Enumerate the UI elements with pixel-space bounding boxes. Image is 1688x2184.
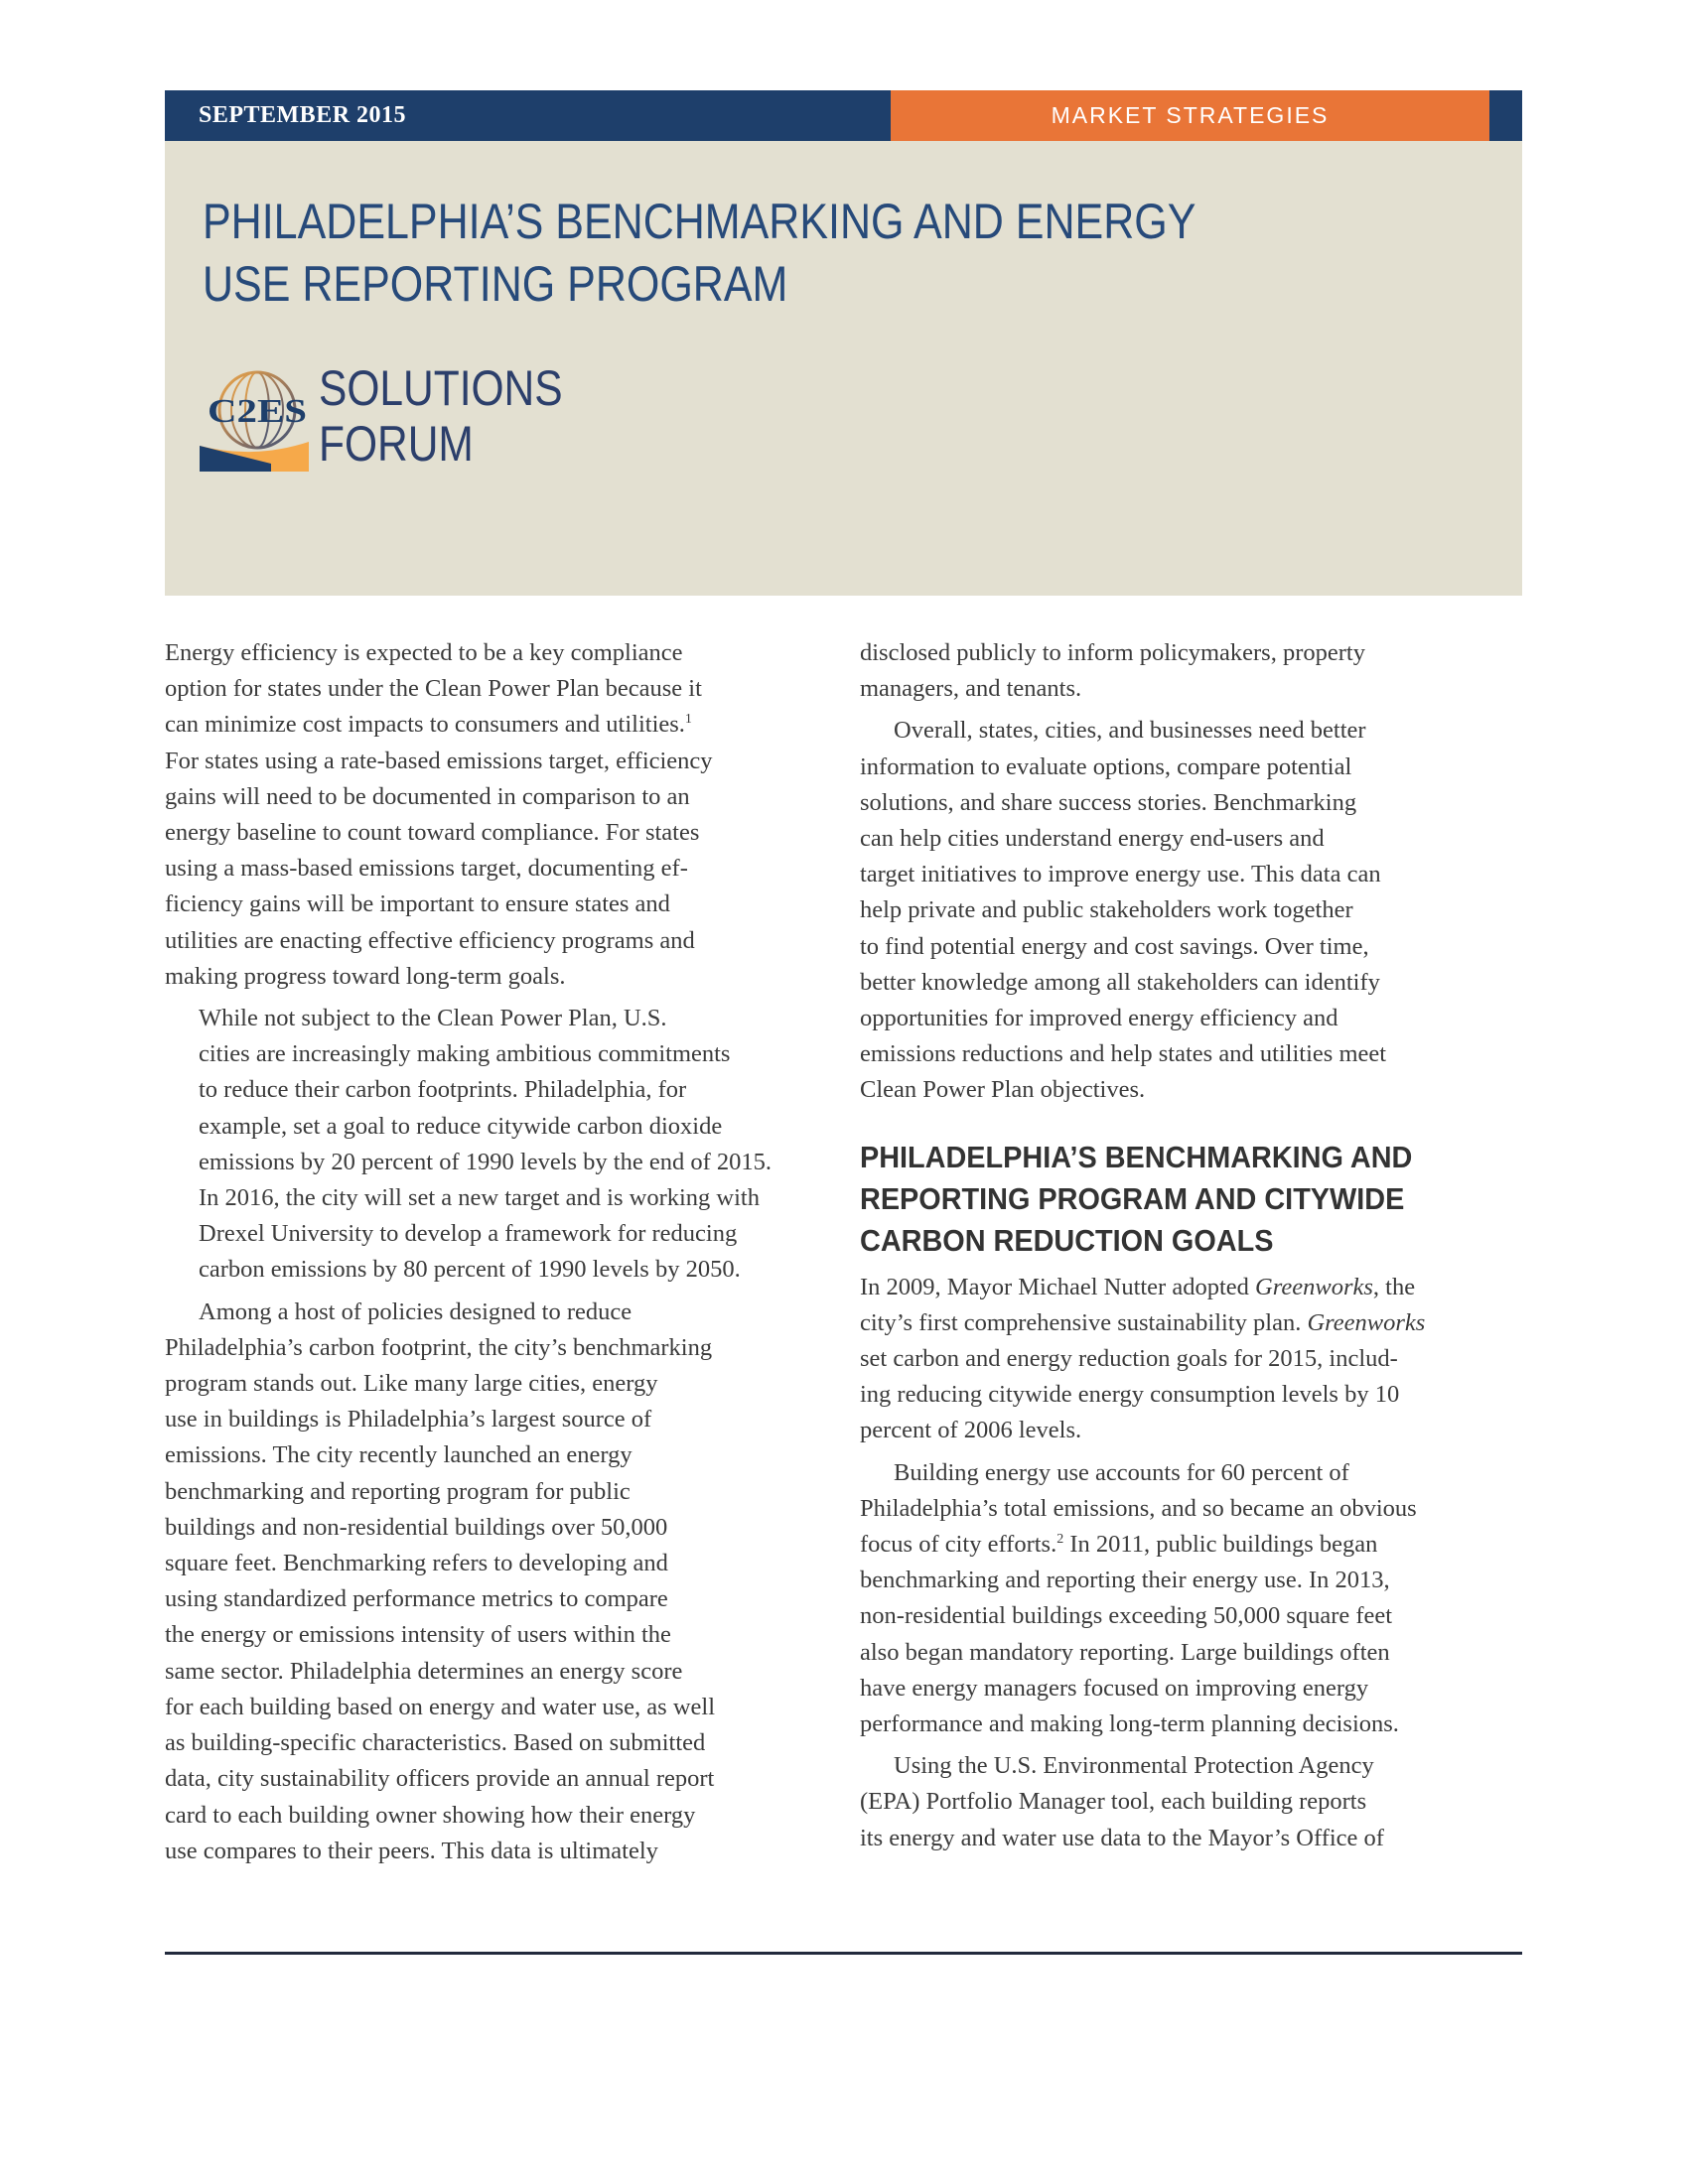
text-line: for each building based on energy and water use, as well <box>165 1693 716 1720</box>
text-line: disclosed publicly to inform policymakers, property <box>860 639 1365 666</box>
paragraph <box>860 635 1527 707</box>
svg-text:C2ES: C2ES <box>208 393 307 430</box>
text-line: as building-specific characteristics. Based on submitted <box>165 1729 706 1757</box>
paragraph <box>860 1748 1527 1856</box>
right-column <box>860 635 1527 1862</box>
text: can minimize cost impacts to consumers and utilities. <box>165 711 685 739</box>
text-line: emissions. The city recently launched an energy <box>165 1441 633 1469</box>
c2es-solutions-forum-logo <box>200 360 617 474</box>
text: focus of city efforts. <box>860 1531 1057 1559</box>
issue-date: SEPTEMBER 2015 <box>199 102 407 128</box>
heading-line: CARBON REDUCTION GOALS <box>860 1222 1274 1258</box>
text-line: use in buildings is Philadelphia’s largest source of <box>165 1406 652 1433</box>
paragraph <box>860 1270 1527 1449</box>
text-line: to reduce their carbon footprints. Philadelphia, for <box>199 1076 687 1104</box>
text-line: set carbon and energy reduction goals for 2015, includ- <box>860 1345 1398 1373</box>
text-line <box>860 1527 1527 1563</box>
text-line: using standardized performance metrics to compare <box>165 1585 668 1613</box>
text-line: percent of 2006 levels. <box>860 1417 1082 1444</box>
text-line <box>860 1270 1527 1305</box>
paragraph <box>860 713 1527 1108</box>
text-line: the energy or emissions intensity of users within the <box>165 1621 671 1649</box>
text-line: emissions reductions and help states and utilities meet <box>860 1040 1387 1068</box>
wordmark-line: FORUM <box>319 416 474 472</box>
text-line: non-residential buildings exceeding 50,000 square feet <box>860 1602 1393 1630</box>
text-line: Energy efficiency is expected to be a key compliance <box>165 639 683 666</box>
text-line: better knowledge among all stakeholders can identify <box>860 968 1380 996</box>
paragraph <box>165 1295 830 1869</box>
heading-line: REPORTING PROGRAM AND CITYWIDE <box>860 1180 1405 1216</box>
text-line: example, set a goal to reduce citywide carbon dioxide <box>199 1112 723 1140</box>
category-label: MARKET STRATEGIES <box>891 90 1489 141</box>
text-line: Philadelphia’s carbon footprint, the city’s benchmarking <box>165 1333 713 1361</box>
text-line: target initiatives to improve energy use. This data can <box>860 861 1381 888</box>
globe-logo-icon <box>200 364 309 472</box>
text-line: help private and public stakeholders work together <box>860 896 1353 924</box>
paragraph <box>165 1001 830 1289</box>
page-title-line: USE REPORTING PROGRAM <box>203 256 788 312</box>
text-line: solutions, and share success stories. Benchmarking <box>860 788 1357 816</box>
text-line: benchmarking and reporting program for public <box>165 1477 631 1505</box>
footnote-ref[interactable]: 2 <box>1056 1531 1064 1547</box>
text-line: same sector. Philadelphia determines an energy score <box>165 1657 683 1685</box>
header-band <box>165 90 1522 141</box>
text-line: to find potential energy and cost savings. Over time, <box>860 932 1369 960</box>
text-line: performance and making long-term planning decisions. <box>860 1710 1399 1738</box>
emphasis-text: Greenworks <box>1255 1273 1373 1300</box>
page-title-line: PHILADELPHIA’S BENCHMARKING AND ENERGY <box>203 194 1196 249</box>
text: In 2009, Mayor Michael Nutter adopted <box>860 1273 1256 1300</box>
text: city’s first comprehensive sustainability plan. <box>860 1308 1308 1336</box>
text-line <box>165 707 830 743</box>
heading-line: PHILADELPHIA’S BENCHMARKING AND <box>860 1139 1413 1174</box>
text-line: utilities are enacting effective efficiency programs and <box>165 926 695 954</box>
paragraph <box>165 635 830 995</box>
text-line: have energy managers focused on improving energy <box>860 1674 1369 1702</box>
text-line: For states using a rate-based emissions target, efficiency <box>165 747 713 774</box>
title-panel <box>165 141 1522 596</box>
text-line: use compares to their peers. This data is ultimately <box>165 1837 658 1864</box>
text-line: Drexel University to develop a framework for reducing <box>199 1220 738 1248</box>
text-line: buildings and non-residential buildings over 50,000 <box>165 1513 668 1541</box>
emphasis-text: Greenworks <box>1307 1308 1426 1336</box>
text-line: information to evaluate options, compare potential <box>860 752 1352 780</box>
text-line: using a mass-based emissions target, documenting ef- <box>165 855 688 883</box>
text-line: Clean Power Plan objectives. <box>860 1076 1146 1104</box>
section-heading <box>860 1137 1525 1262</box>
text-line: benchmarking and reporting their energy use. In 2013, <box>860 1567 1390 1594</box>
text-line: managers, and tenants. <box>860 675 1082 703</box>
text-line: ficiency gains will be important to ensure states and <box>165 890 670 918</box>
text-line: data, city sustainability officers provide an annual report <box>165 1765 715 1793</box>
text-line: cities are increasingly making ambitious commitments <box>199 1040 731 1068</box>
text-line: also began mandatory reporting. Large buildings often <box>860 1638 1390 1666</box>
text-line: card to each building owner showing how their energy <box>165 1801 696 1829</box>
text-line: making progress toward long-term goals. <box>165 962 566 990</box>
text: In 2011, public buildings began <box>1063 1531 1378 1559</box>
solutions-forum-wordmark <box>319 360 563 472</box>
text-line: square feet. Benchmarking refers to developing and <box>165 1550 668 1577</box>
text-line: Among a host of policies designed to reduce <box>199 1297 633 1325</box>
text-line: carbon emissions by 80 percent of 1990 levels by 2050. <box>199 1256 741 1284</box>
text-line <box>860 1305 1527 1341</box>
text-line: can help cities understand energy end-users and <box>860 825 1325 853</box>
text-line: Building energy use accounts for 60 percent of <box>894 1458 1349 1486</box>
text-line: option for states under the Clean Power Plan because it <box>165 675 702 703</box>
text-line: Philadelphia’s total emissions, and so became an obvious <box>860 1494 1417 1522</box>
text-line: ing reducing citywide energy consumption levels by 10 <box>860 1381 1400 1409</box>
text-line: gains will need to be documented in comparison to an <box>165 782 690 810</box>
text-line: emissions by 20 percent of 1990 levels by the end of 2015. <box>199 1148 773 1175</box>
text-line: While not subject to the Clean Power Plan, U.S. <box>199 1005 667 1032</box>
text-line: opportunities for improved energy efficiency and <box>860 1005 1338 1032</box>
text-line: (EPA) Portfolio Manager tool, each building reports <box>860 1788 1367 1816</box>
text-line: program stands out. Like many large cities, energy <box>165 1370 658 1398</box>
text-line: energy baseline to count toward compliance. For states <box>165 819 700 847</box>
left-column <box>165 635 830 1875</box>
text: , the <box>1372 1273 1416 1300</box>
text-line: its energy and water use data to the Mayor’s Office of <box>860 1824 1384 1851</box>
paragraph <box>860 1455 1527 1743</box>
page-title <box>203 191 1313 316</box>
text-line: In 2016, the city will set a new target and is working with <box>199 1184 760 1212</box>
text-line: Overall, states, cities, and businesses need better <box>894 717 1366 745</box>
wordmark-line: SOLUTIONS <box>319 360 563 416</box>
text-line: Using the U.S. Environmental Protection Agency <box>894 1752 1374 1780</box>
footnote-ref[interactable]: 1 <box>684 712 692 728</box>
footer-divider <box>165 1952 1522 1955</box>
